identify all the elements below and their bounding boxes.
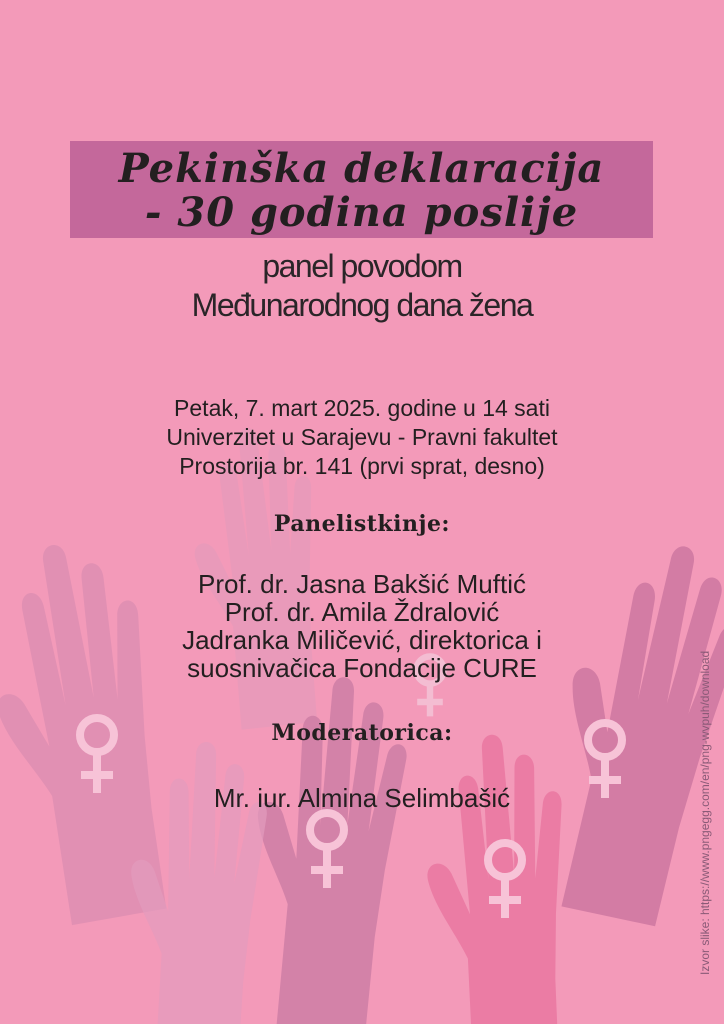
panelists-heading: Panelistkinje: xyxy=(273,511,451,537)
panelist-line: Jadranka Miličević, direktorica i xyxy=(182,625,542,655)
event-date-time: Petak, 7. mart 2025. godine u 14 sati xyxy=(174,395,550,421)
moderator-name: Mr. iur. Almina Selimbašić xyxy=(213,783,511,813)
panelist-line: Prof. dr. Amila Ždralović xyxy=(224,597,500,627)
subtitle-line-2: Međunarodnog dana žena xyxy=(191,287,533,323)
panelist-line: suosnivačica Fondacije CURE xyxy=(187,653,537,683)
event-room: Prostorija br. 141 (prvi sprat, desno) xyxy=(179,453,545,479)
panelist-line: Prof. dr. Jasna Bakšić Muftić xyxy=(197,569,526,599)
event-venue: Univerzitet u Sarajevu - Pravni fakultet xyxy=(166,424,558,450)
subtitle-line-1: panel povodom xyxy=(262,248,462,284)
title-line-1: Pekinška deklaracija xyxy=(118,145,605,192)
title-line-2: - 30 godina poslije xyxy=(144,189,579,236)
image-source-credit: Izvor slike: https://www.pngegg.com/en/png-wvpuh/download xyxy=(698,650,712,975)
moderator-heading: Moderatorica: xyxy=(271,720,453,746)
title-banner xyxy=(70,141,653,238)
